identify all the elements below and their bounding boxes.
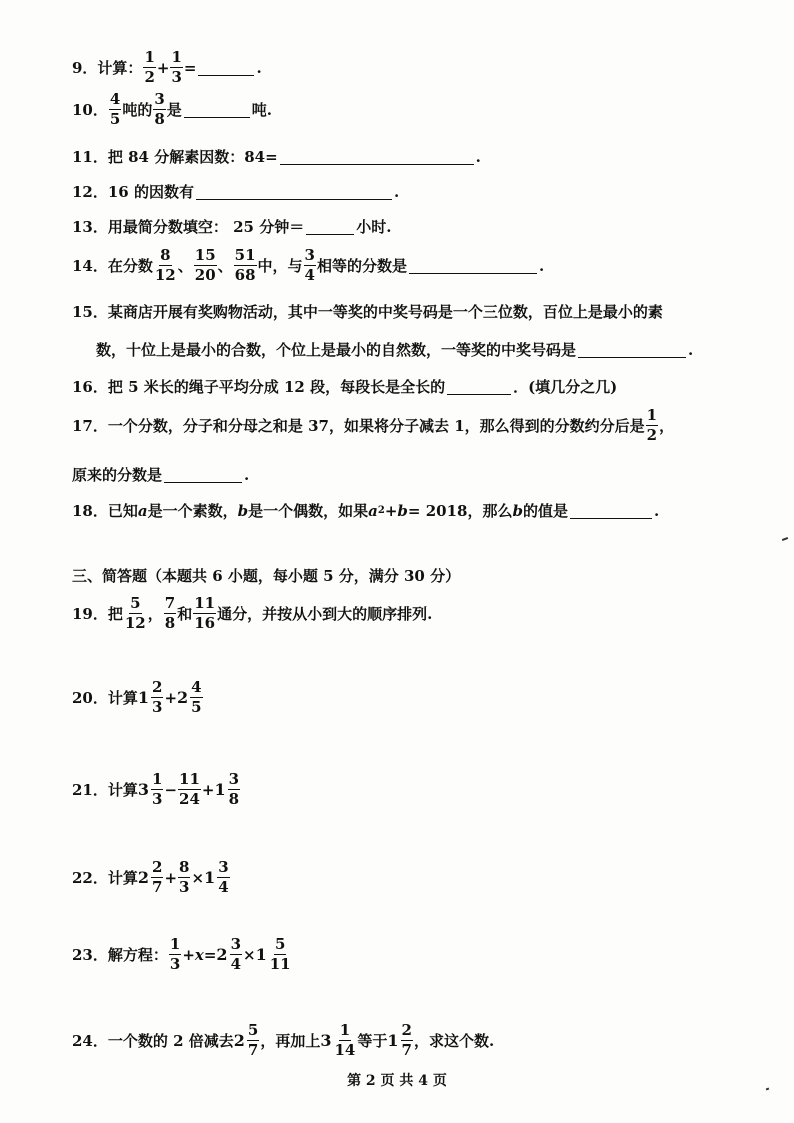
question-17-line-2 bbox=[72, 464, 249, 485]
question-text: 吨. bbox=[251, 101, 273, 119]
question-text: ，求这个数. bbox=[413, 1032, 495, 1050]
whole-number: 3 bbox=[320, 1031, 332, 1050]
operator: + bbox=[164, 688, 178, 707]
fraction: $\frac{1}{3}$ bbox=[169, 935, 181, 973]
question-17-line-1 bbox=[72, 408, 674, 443]
fraction: $\frac{5}{12}$ bbox=[124, 594, 146, 632]
answer-blank[interactable] bbox=[184, 116, 250, 118]
answer-blank[interactable] bbox=[164, 481, 242, 483]
fraction: $\frac{3}{4}$ bbox=[304, 246, 315, 284]
question-number: 22．计算 bbox=[72, 869, 138, 887]
separator: 、 bbox=[177, 257, 193, 275]
question-12 bbox=[72, 181, 399, 202]
answer-blank[interactable] bbox=[578, 356, 686, 358]
punctuation: . bbox=[244, 465, 250, 484]
fraction: $\frac{4}{5}$ bbox=[109, 90, 121, 128]
operator: = bbox=[183, 58, 197, 77]
question-14 bbox=[72, 248, 544, 283]
punctuation: . bbox=[393, 182, 400, 201]
punctuation: ， bbox=[659, 417, 675, 435]
whole-number: 1 bbox=[214, 780, 226, 799]
fraction: $\frac{8}{12}$ bbox=[154, 246, 176, 284]
fraction: $\frac{1}{2}$ bbox=[646, 406, 658, 444]
question-16 bbox=[72, 376, 617, 397]
question-10 bbox=[72, 92, 272, 127]
fraction: $\frac{2}{7}$ bbox=[401, 1021, 412, 1059]
fraction: $\frac{11}{16}$ bbox=[194, 594, 216, 632]
punctuation: . bbox=[256, 58, 262, 77]
whole-number: 1 bbox=[204, 868, 216, 887]
question-text: ，再加上 bbox=[260, 1032, 321, 1050]
punctuation: . bbox=[653, 501, 660, 520]
operator: + bbox=[164, 868, 178, 887]
question-text: 13．用最简分数填空： 25 分钟＝ bbox=[72, 218, 305, 236]
operator: + bbox=[384, 501, 398, 520]
question-text: 相等的分数是 bbox=[316, 257, 407, 275]
question-text: 吨的 bbox=[122, 101, 153, 119]
question-number: 19．把 bbox=[72, 605, 123, 623]
question-number: 9．计算： bbox=[72, 59, 143, 77]
question-text: 的值是 bbox=[522, 502, 568, 520]
variable-a: a bbox=[368, 501, 378, 520]
operator: + bbox=[182, 945, 195, 964]
question-number: 14．在分数 bbox=[72, 257, 153, 275]
question-text: 11．把 84 分解素因数：84= bbox=[72, 148, 278, 166]
answer-blank[interactable] bbox=[570, 517, 652, 519]
fraction: $\frac{2}{7}$ bbox=[152, 858, 163, 896]
fraction: $\frac{4}{5}$ bbox=[191, 678, 202, 716]
question-text: = 2018，那么 bbox=[407, 502, 513, 520]
fraction: $\frac{3}{4}$ bbox=[230, 935, 241, 973]
operator: + bbox=[156, 58, 170, 77]
question-13 bbox=[72, 216, 391, 237]
question-21 bbox=[72, 772, 241, 807]
fraction: $\frac{1}{14}$ bbox=[334, 1021, 356, 1059]
variable-x: x bbox=[194, 945, 204, 964]
question-text: 17．一个分数，分子和分母之和是 37，如果将分子减去 1，那么得到的分数约分后是 bbox=[72, 417, 645, 435]
question-15-line-1 bbox=[72, 301, 663, 322]
question-number: 23．解方程： bbox=[72, 946, 168, 964]
answer-blank[interactable] bbox=[196, 198, 392, 200]
question-number: 24．一个数的 2 倍减去 bbox=[72, 1032, 234, 1050]
whole-number: 2 bbox=[177, 688, 189, 707]
answer-blank[interactable] bbox=[447, 393, 511, 395]
question-19 bbox=[72, 596, 432, 631]
fraction: $\frac{11}{24}$ bbox=[179, 770, 200, 808]
whole-number: 1 bbox=[387, 1031, 399, 1050]
variable-b: b bbox=[512, 501, 523, 520]
variable-b: b bbox=[397, 501, 408, 520]
question-22 bbox=[72, 860, 231, 895]
question-text: 是一个素数， bbox=[147, 502, 238, 520]
fraction: $\frac{8}{3}$ bbox=[179, 858, 190, 896]
question-text: 是一个偶数，如果 bbox=[248, 502, 369, 520]
fraction: $\frac{1}{3}$ bbox=[171, 48, 182, 86]
fraction: $\frac{7}{8}$ bbox=[164, 594, 176, 632]
question-23 bbox=[72, 937, 293, 972]
operator: × bbox=[191, 868, 205, 887]
fraction: $\frac{3}{8}$ bbox=[228, 770, 240, 808]
whole-number: 3 bbox=[137, 780, 150, 799]
question-text: 小时. bbox=[356, 218, 392, 236]
punctuation: . bbox=[539, 256, 545, 275]
scan-mark bbox=[766, 1088, 770, 1091]
question-20 bbox=[72, 680, 204, 715]
question-18 bbox=[72, 500, 659, 521]
punctuation: ， bbox=[147, 605, 163, 623]
exponent: 2 bbox=[377, 505, 385, 516]
question-text: 是 bbox=[166, 101, 182, 119]
question-text: 12．16 的因数有 bbox=[72, 183, 194, 201]
operator: − bbox=[164, 780, 178, 799]
fraction: $\frac{5}{7}$ bbox=[247, 1021, 259, 1059]
answer-blank[interactable] bbox=[306, 233, 354, 235]
fraction: $\frac{1}{2}$ bbox=[144, 48, 155, 86]
question-number: 10． bbox=[72, 101, 108, 119]
fraction: $\frac{5}{11}$ bbox=[269, 935, 291, 973]
question-text: 等于 bbox=[357, 1032, 388, 1050]
question-15-line-2 bbox=[96, 339, 693, 360]
question-text: 18．已知 bbox=[72, 502, 138, 520]
answer-blank[interactable] bbox=[198, 74, 254, 76]
answer-blank[interactable] bbox=[280, 163, 474, 165]
punctuation: . bbox=[475, 147, 481, 166]
fraction: $\frac{3}{8}$ bbox=[154, 90, 165, 128]
question-number: 20．计算 bbox=[72, 689, 138, 707]
question-text: ．(填几分之几) bbox=[513, 378, 618, 396]
section-3-heading: 三、简答题（本题共 6 小题，每小题 5 分，满分 30 分） bbox=[72, 567, 461, 585]
question-24 bbox=[72, 1023, 494, 1058]
question-text: 通分，并按从小到大的顺序排列. bbox=[217, 605, 433, 623]
punctuation: . bbox=[688, 340, 694, 359]
question-text: 和 bbox=[177, 605, 193, 623]
fraction: $\frac{1}{3}$ bbox=[152, 770, 163, 808]
whole-number: 2 bbox=[137, 868, 150, 887]
question-text: 原来的分数是 bbox=[72, 466, 163, 484]
answer-blank[interactable] bbox=[409, 272, 537, 274]
page-footer: 第 2 页 共 4 页 bbox=[347, 1073, 447, 1089]
operator: = bbox=[203, 945, 217, 964]
separator: 、 bbox=[217, 257, 233, 275]
question-text: 16．把 5 米长的绳子平均分成 12 段，每段长是全长的 bbox=[72, 378, 446, 396]
question-11 bbox=[72, 146, 481, 167]
whole-number: 2 bbox=[233, 1031, 245, 1050]
question-text: 中，与 bbox=[257, 257, 303, 275]
operator: × bbox=[243, 945, 256, 964]
question-9 bbox=[72, 50, 262, 85]
whole-number: 2 bbox=[216, 945, 228, 964]
whole-number: 1 bbox=[137, 688, 150, 707]
fraction: $\frac{51}{68}$ bbox=[234, 246, 256, 284]
whole-number: 1 bbox=[255, 945, 267, 964]
fraction: $\frac{3}{4}$ bbox=[218, 858, 229, 896]
operator: + bbox=[201, 780, 215, 799]
fraction: $\frac{15}{20}$ bbox=[194, 246, 216, 284]
question-text: 15．某商店开展有奖购物活动，其中一等奖的中奖号码是一个三位数，百位上是最小的素 bbox=[72, 303, 663, 321]
fraction: $\frac{2}{3}$ bbox=[152, 678, 163, 716]
scan-mark bbox=[782, 537, 788, 541]
variable-a: a bbox=[137, 501, 148, 520]
question-number: 21．计算 bbox=[72, 781, 138, 799]
variable-b: b bbox=[237, 501, 249, 520]
question-text: 数，十位上是最小的合数，个位上是最小的自然数，一等奖的中奖号码是 bbox=[96, 341, 577, 359]
